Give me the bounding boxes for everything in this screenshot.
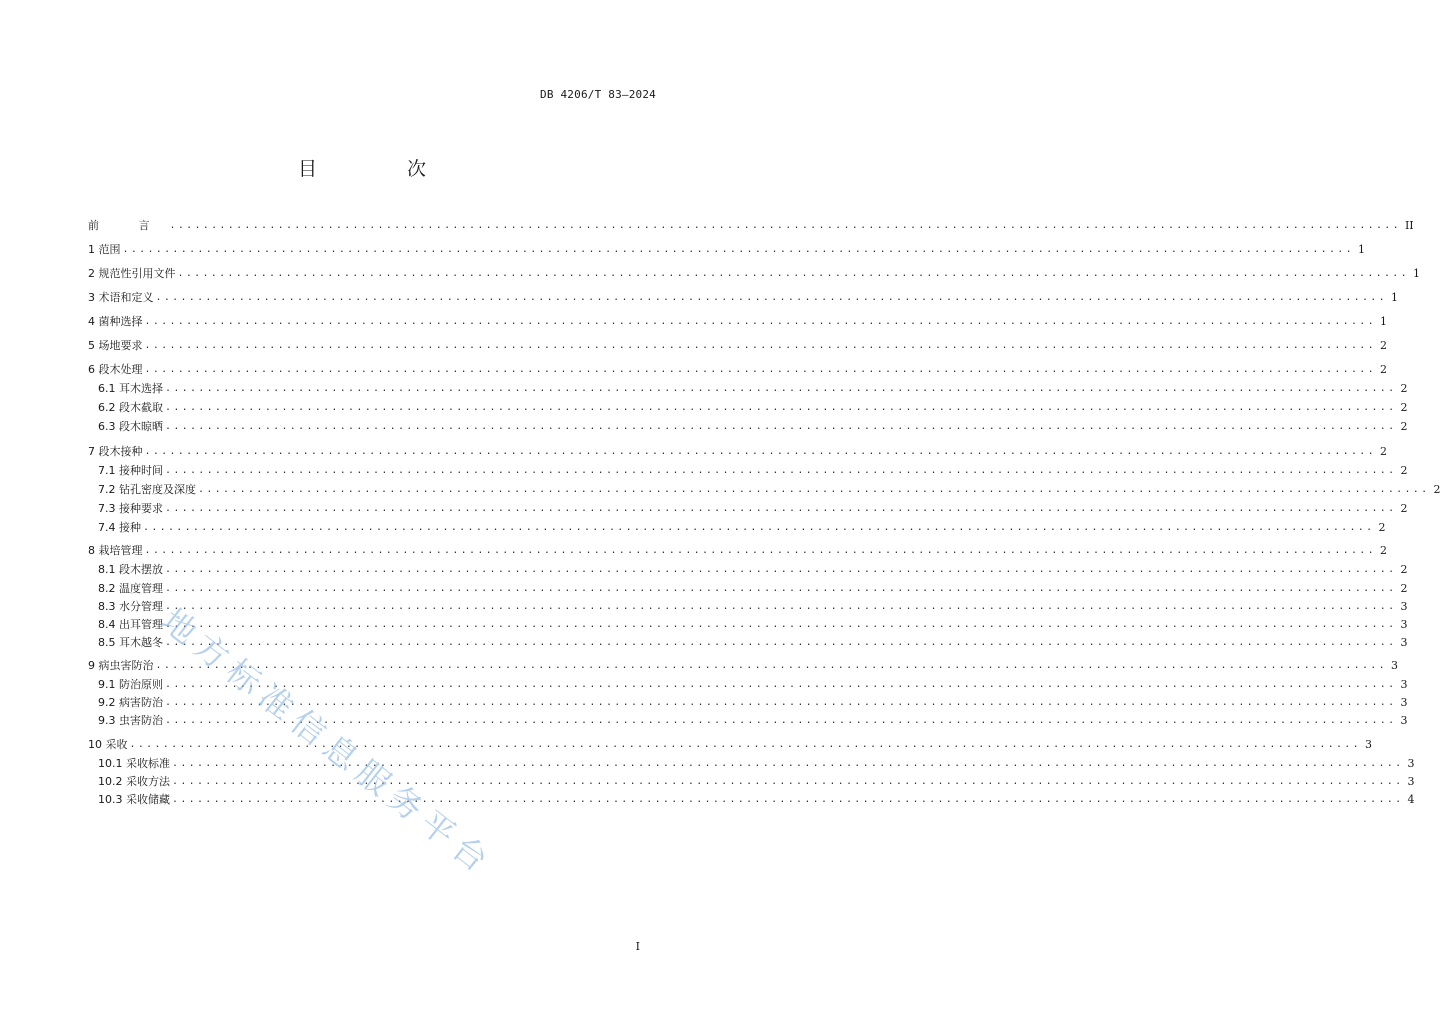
toc-entry-8-3[interactable] [98, 599, 1408, 615]
toc-entry-page: 3 [1400, 714, 1408, 727]
toc-entry-8-4[interactable] [98, 617, 1408, 633]
toc-leader-dots: .................................................................................................................................................... [129, 739, 1361, 750]
toc-entry-label: 8 栽培管理 [88, 544, 143, 557]
toc-entry-8-2[interactable] [98, 581, 1408, 597]
toc-entry-label: 10.1 采收标准 [98, 757, 170, 770]
toc-leader-dots: .................................................................................................................................................... [165, 421, 1397, 432]
toc-leader-dots: .................................................................................................................................................... [165, 601, 1397, 612]
watermark: 地方标准信息服务平台 [154, 600, 502, 884]
toc-entry-label: 8.1 段木摆放 [98, 563, 163, 576]
toc-leader-dots: .................................................................................................................................................... [169, 220, 1401, 231]
toc-entry-page: 1 [1379, 315, 1387, 328]
toc-entry-page: II [1404, 219, 1414, 232]
toc-entry-page: 3 [1400, 618, 1408, 631]
toc-entry-page: 3 [1390, 659, 1398, 672]
toc-entry-page: 3 [1400, 600, 1408, 613]
toc-entry-6-3[interactable] [98, 419, 1408, 435]
toc-entry-label: 前 言 [88, 219, 168, 232]
toc-entry-3[interactable] [88, 290, 1398, 306]
toc-entry-page: 3 [1400, 696, 1408, 709]
toc-entry-foreword[interactable] [88, 218, 1414, 234]
toc-entry-label: 8.2 温度管理 [98, 582, 163, 595]
toc-leader-dots: .................................................................................................................................................... [177, 268, 1409, 279]
toc-leader-dots: .................................................................................................................................................... [165, 583, 1397, 594]
toc-entry-label: 7.4 接种 [98, 521, 141, 534]
toc-entry-10-3[interactable] [98, 792, 1415, 808]
toc-entry-label: 9.1 防治原则 [98, 678, 163, 691]
toc-entry-page: 2 [1379, 445, 1387, 458]
toc-entry-page: 4 [1407, 793, 1415, 806]
toc-entry-label: 10 采收 [88, 738, 128, 751]
toc-entry-page: 2 [1400, 382, 1408, 395]
toc-entry-page: 2 [1400, 563, 1408, 576]
toc-entry-label: 4 菌种选择 [88, 315, 143, 328]
toc-entry-label: 1 范围 [88, 243, 121, 256]
toc-entry-label: 7.3 接种要求 [98, 502, 163, 515]
toc-entry-page: 2 [1379, 544, 1387, 557]
toc-entry-1[interactable] [88, 242, 1365, 258]
toc-leader-dots: .................................................................................................................................................... [122, 244, 1354, 255]
toc-entry-label: 6.1 耳木选择 [98, 382, 163, 395]
toc-entry-page: 2 [1400, 464, 1408, 477]
toc-entry-9-1[interactable] [98, 677, 1408, 693]
toc-entry-7[interactable] [88, 444, 1387, 460]
toc-entry-label: 9 病虫害防治 [88, 659, 154, 672]
toc-entry-label: 9.3 虫害防治 [98, 714, 163, 727]
toc-leader-dots: .................................................................................................................................................... [165, 564, 1397, 575]
toc-title: 目 次 [297, 158, 469, 180]
toc-entry-10[interactable] [88, 737, 1372, 753]
toc-leader-dots: .................................................................................................................................................... [198, 484, 1430, 495]
toc-entry-8[interactable] [88, 543, 1387, 559]
toc-entry-page: 2 [1400, 420, 1408, 433]
toc-leader-dots: .................................................................................................................................................... [144, 316, 1376, 327]
toc-entry-page: 3 [1407, 757, 1415, 770]
toc-leader-dots: .................................................................................................................................................... [144, 364, 1376, 375]
toc-entry-page: 3 [1400, 636, 1408, 649]
toc-entry-page: 2 [1400, 582, 1408, 595]
toc-leader-dots: .................................................................................................................................................... [144, 340, 1376, 351]
toc-entry-page: 1 [1412, 267, 1420, 280]
toc-entry-label: 3 术语和定义 [88, 291, 154, 304]
toc-entry-label: 9.2 病害防治 [98, 696, 163, 709]
toc-leader-dots: .................................................................................................................................................... [165, 503, 1397, 514]
toc-leader-dots: .................................................................................................................................................... [172, 776, 1404, 787]
toc-leader-dots: .................................................................................................................................................... [165, 715, 1397, 726]
toc-entry-4[interactable] [88, 314, 1387, 330]
toc-entry-page: 3 [1400, 678, 1408, 691]
toc-leader-dots: .................................................................................................................................................... [165, 619, 1397, 630]
toc-entry-8-5[interactable] [98, 635, 1408, 651]
toc-entry-6[interactable] [88, 362, 1387, 378]
toc-entry-page: 3 [1364, 738, 1372, 751]
toc-entry-label: 5 场地要求 [88, 339, 143, 352]
toc-entry-page: 2 [1379, 339, 1387, 352]
toc-entry-7-1[interactable] [98, 463, 1408, 479]
toc-leader-dots: .................................................................................................................................................... [165, 637, 1397, 648]
toc-leader-dots: .................................................................................................................................................... [155, 660, 1387, 671]
toc-entry-6-1[interactable] [98, 381, 1408, 397]
toc-entry-label: 10.3 采收储藏 [98, 793, 170, 806]
toc-entry-label: 6.3 段木晾晒 [98, 420, 163, 433]
toc-entry-7-2[interactable] [98, 482, 1440, 498]
toc-leader-dots: .................................................................................................................................................... [165, 383, 1397, 394]
toc-entry-label: 2 规范性引用文件 [88, 267, 176, 280]
toc-entry-10-1[interactable] [98, 756, 1415, 772]
toc-leader-dots: .................................................................................................................................................... [144, 446, 1376, 457]
standard-code: DB 4206/T 83—2024 [540, 88, 656, 101]
toc-entry-page: 2 [1400, 502, 1408, 515]
toc-entry-label: 7.2 钻孔密度及深度 [98, 483, 196, 496]
toc-entry-page: 2 [1378, 521, 1386, 534]
toc-entry-page: 1 [1357, 243, 1365, 256]
toc-leader-dots: .................................................................................................................................................... [165, 402, 1397, 413]
toc-leader-dots: .................................................................................................................................................... [165, 465, 1397, 476]
toc-leader-dots: .................................................................................................................................................... [155, 292, 1387, 303]
toc-leader-dots: .................................................................................................................................................... [165, 697, 1397, 708]
toc-leader-dots: .................................................................................................................................................... [165, 679, 1397, 690]
toc-entry-label: 8.5 耳木越冬 [98, 636, 163, 649]
toc-entry-page: 2 [1379, 363, 1387, 376]
toc-entry-2[interactable] [88, 266, 1420, 282]
toc-entry-label: 10.2 采收方法 [98, 775, 170, 788]
toc-entry-page: 3 [1407, 775, 1415, 788]
toc-entry-label: 8.3 水分管理 [98, 600, 163, 613]
toc-entry-8-1[interactable] [98, 562, 1408, 578]
toc-entry-9-2[interactable] [98, 695, 1408, 711]
toc-entry-label: 7.1 接种时间 [98, 464, 163, 477]
toc-entry-5[interactable] [88, 338, 1387, 354]
toc-entry-page: 1 [1390, 291, 1398, 304]
toc-entry-label: 6.2 段木截取 [98, 401, 163, 414]
page-number: I [635, 940, 640, 953]
toc-entry-9[interactable] [88, 658, 1398, 674]
toc-entry-10-2[interactable] [98, 774, 1415, 790]
toc-entry-page: 2 [1400, 401, 1408, 414]
toc-entry-label: 7 段木接种 [88, 445, 143, 458]
toc-leader-dots: .................................................................................................................................................... [144, 545, 1376, 556]
toc-entry-7-3[interactable] [98, 501, 1408, 517]
toc-entry-label: 8.4 出耳管理 [98, 618, 163, 631]
toc-leader-dots: .................................................................................................................................................... [172, 794, 1404, 805]
toc-entry-7-4[interactable] [98, 520, 1386, 536]
toc-entry-label: 6 段木处理 [88, 363, 143, 376]
toc-leader-dots: .................................................................................................................................................... [172, 758, 1404, 769]
toc-entry-6-2[interactable] [98, 400, 1408, 416]
toc-entry-9-3[interactable] [98, 713, 1408, 729]
toc-entry-page: 2 [1433, 483, 1440, 496]
toc-leader-dots: .................................................................................................................................................... [143, 522, 1375, 533]
